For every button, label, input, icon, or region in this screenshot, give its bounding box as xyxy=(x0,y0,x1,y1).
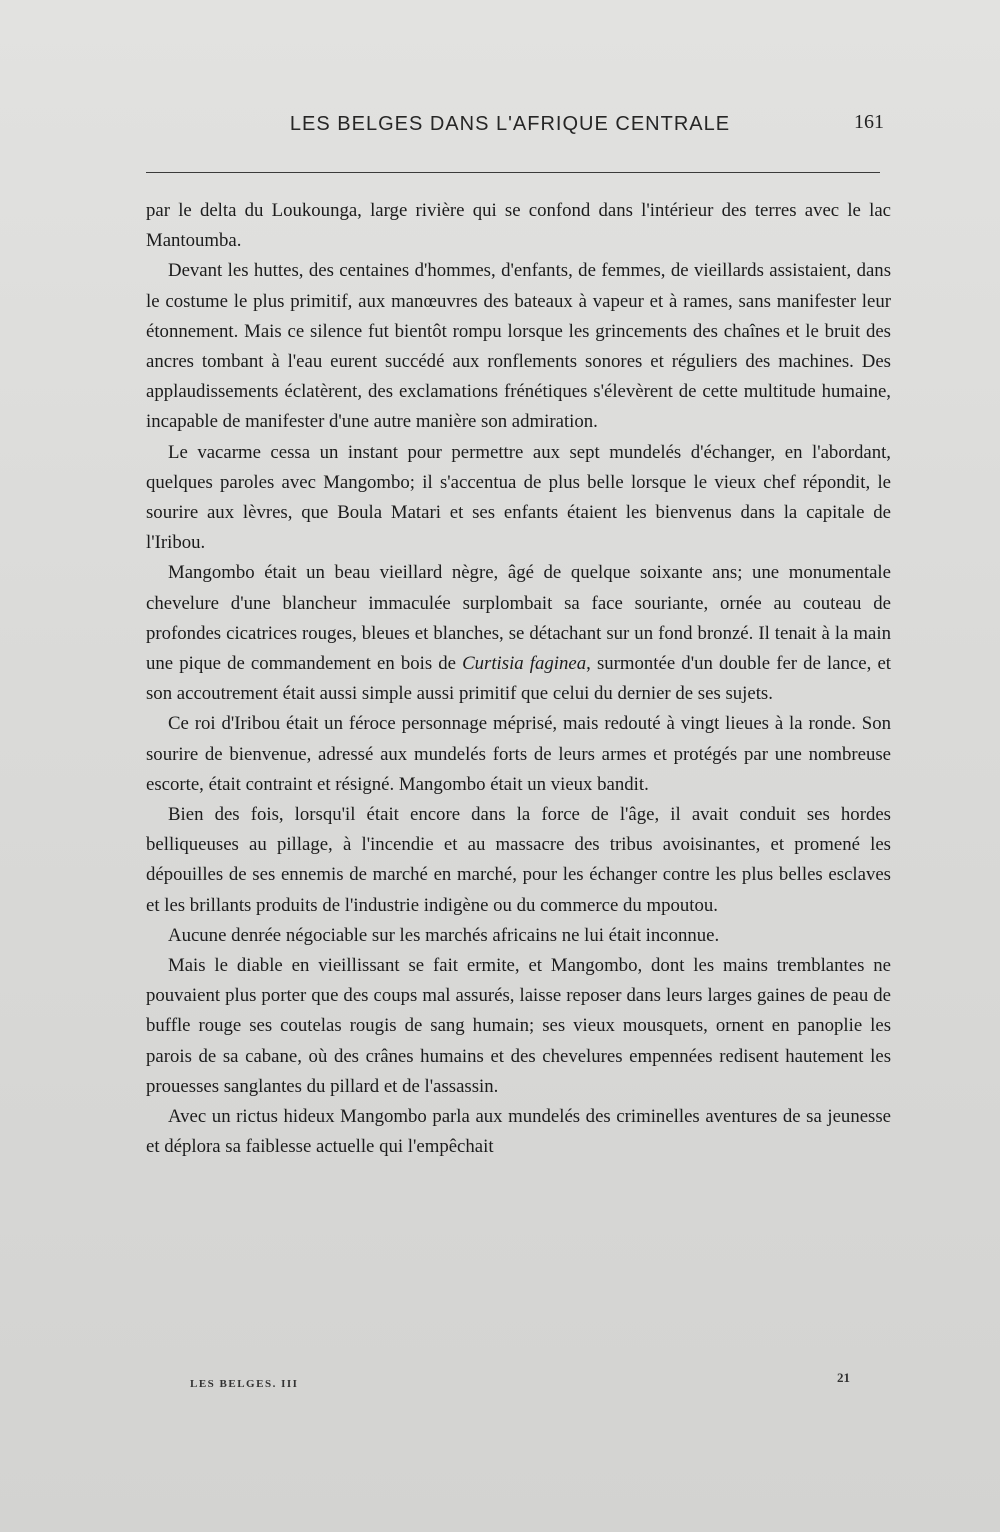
paragraph: Avec un rictus hideux Mangombo parla aux mundelés des criminelles aventures de sa jeunesse et déplora sa faiblesse actuelle qui l'empêchait xyxy=(146,1106,891,1158)
species-name: Curtisia faginea xyxy=(462,653,587,675)
paragraph xyxy=(146,558,891,709)
paragraph-text: , surmontée d'un double fer de lance, et son accoutrement était aussi simple aussi primitif que celui du dernier de ses sujets. xyxy=(146,653,891,705)
paragraph: Ce roi d'Iribou était un féroce personnage méprisé, mais redouté à vingt lieues à la ronde. Son sourire de bienvenue, adressé aux mundelés forts de leurs armes et protégés par une nombreuse escorte, était contraint et résigné. Mangombo était un vieux bandit. xyxy=(146,713,891,795)
paragraph-text: Mangombo était un beau vieillard nègre, âgé de quelque soixante ans; une monumentale chevelure d'une blancheur immaculée surplombait sa face souriante, ornée au couteau de profondes cicatrices rouges, bleues et blanches, se détachant sur un fond bronzé. Il tenait à la main une pique de commandement en bois de xyxy=(146,562,891,675)
paragraph: Mais le diable en vieillissant se fait ermite, et Mangombo, dont les mains tremblantes ne pouvaient plus porter que des coups mal assurés, laisse reposer dans leurs larges gaines de peau de buffle rouge ses coutelas rougis de sang humain; ses vieux mousquets, ornent en panoplie les parois de sa cabane, où des crânes humains et des chevelures empennées redisent hautement les prouesses sanglantes du pillard et de l'assassin. xyxy=(146,955,891,1097)
paragraph: Bien des fois, lorsqu'il était encore dans la force de l'âge, il avait conduit ses hordes belliqueuses au pillage, à l'incendie et au massacre des tribus avoisinantes, et promené les dépouilles de ses ennemis de marché en marché, pour les échanger contre les plus belles esclaves et les brillants produits de l'industrie indigène ou du commerce du mpoutou. xyxy=(146,804,891,916)
page-number: 161 xyxy=(854,111,884,133)
paragraph: par le delta du Loukounga, large rivière qui se confond dans l'intérieur des terres avec le lac Mantoumba. xyxy=(146,200,891,252)
body-text xyxy=(146,196,891,1163)
paragraph: Devant les huttes, des centaines d'hommes, d'enfants, de femmes, de vieillards assistaient, dans le costume le plus primitif, aux manœuvres des bateaux à vapeur et à rames, sans manifester leur étonnement. Mais ce silence fut bientôt rompu lorsque les grincements des chaînes et le bruit des ancres tombant à l'eau eurent succédé aux ronflements sonores et réguliers des machines. Des applaudissements éclatèrent, des exclamations frénétiques s'élevèrent de cette multitude humaine, incapable de manifester d'une autre manière son admiration. xyxy=(146,260,891,433)
sheet-number: 21 xyxy=(837,1370,850,1385)
running-title: LES BELGES DANS L'AFRIQUE CENTRALE xyxy=(289,113,731,135)
page-header xyxy=(140,113,900,143)
paragraph: Aucune denrée négociable sur les marchés africains ne lui était inconnue. xyxy=(168,924,720,946)
page-footer xyxy=(190,1370,850,1394)
printer-signature: LES BELGES. III xyxy=(190,1378,299,1390)
paragraph: Le vacarme cessa un instant pour permettre aux sept mundelés d'échanger, en l'abordant, quelques paroles avec Mangombo; il s'accentua de plus belle lorsque le vieux chef répondit, le sourire aux lèvres, que Boula Matari et ses enfants étaient les bienvenus dans la capitale de l'Iribou. xyxy=(146,441,891,554)
header-rule xyxy=(146,172,880,173)
